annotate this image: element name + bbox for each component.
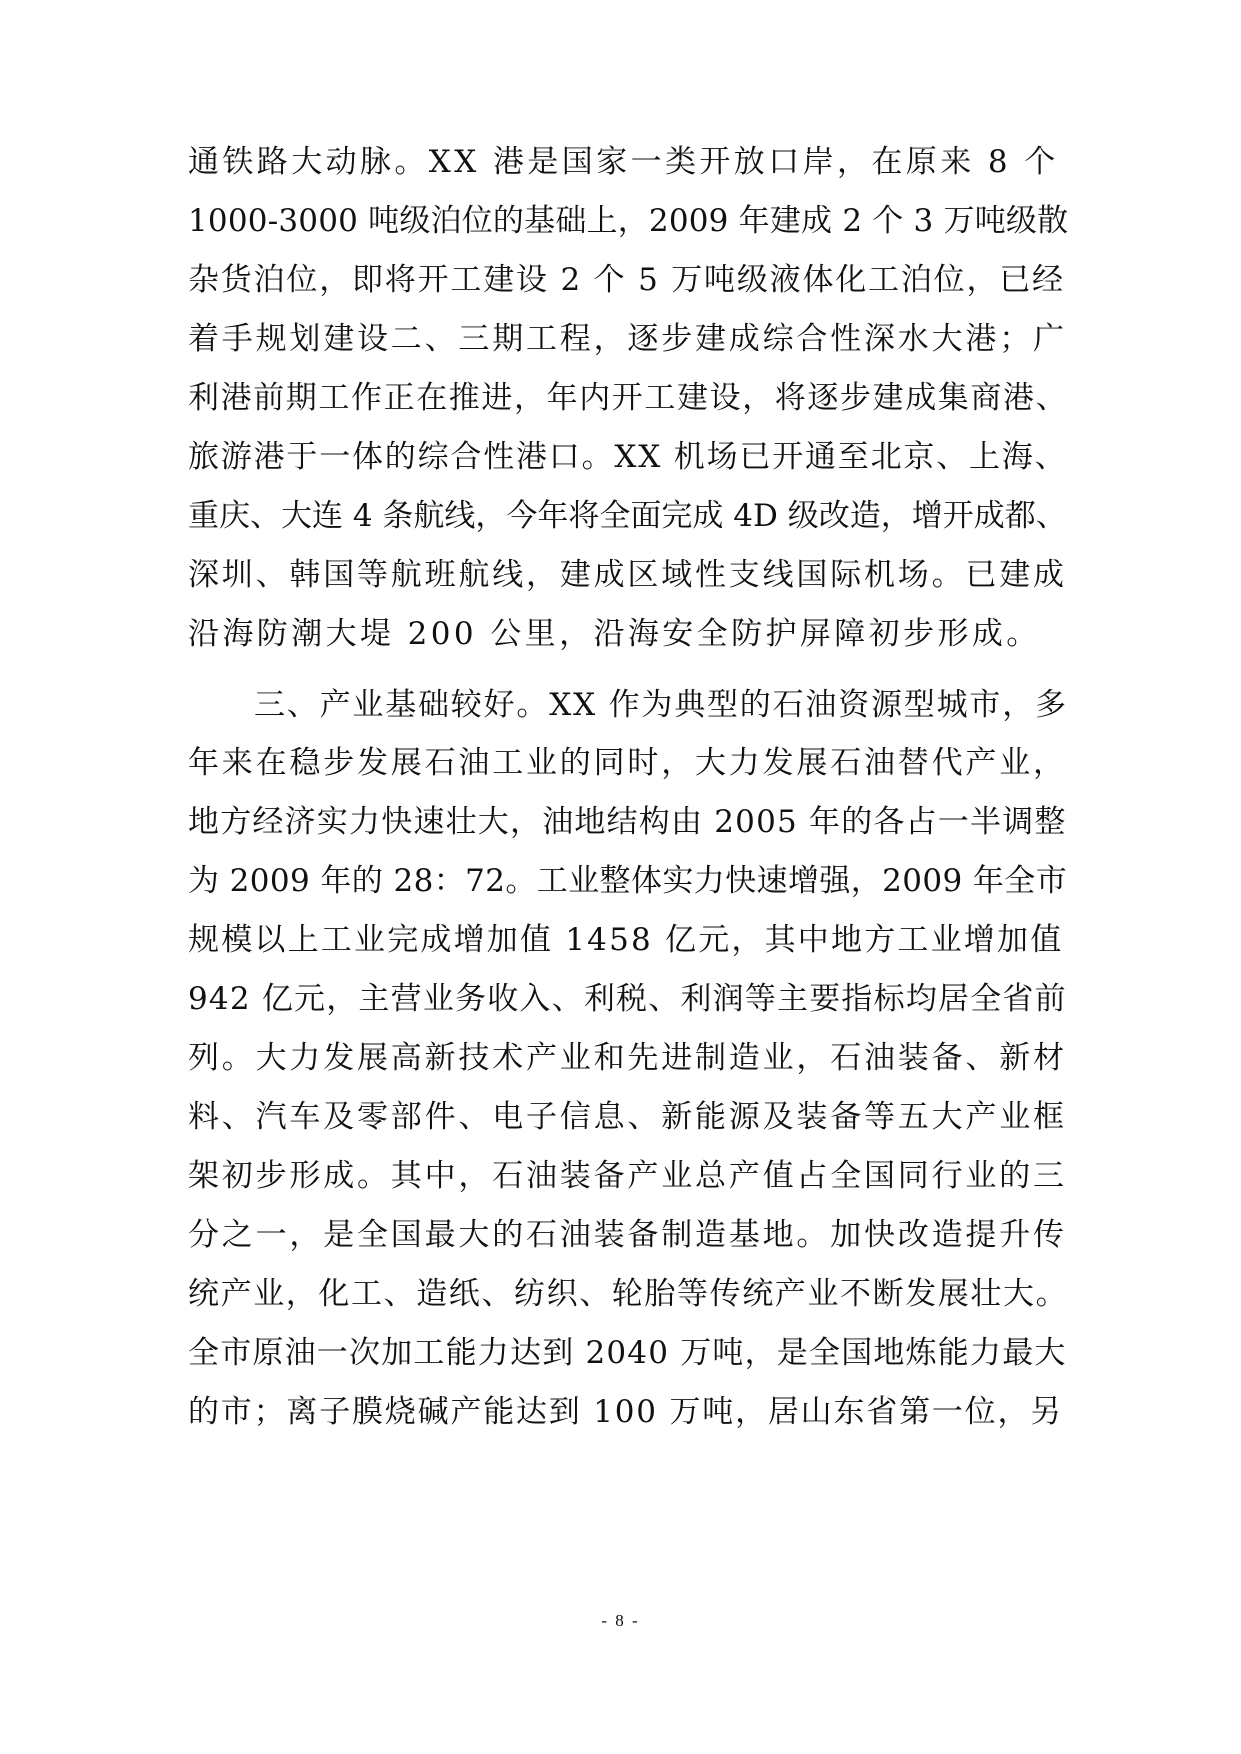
paragraph-2-line-6: 942 亿元，主营业务收入、利税、利润等主要指标均居全省前 xyxy=(188,981,1067,1017)
paragraph-1-line-1: 通铁路大动脉。XX 港是国家一类开放口岸，在原来 8 个 xyxy=(188,144,1059,180)
paragraph-2-line-5: 规模以上工业完成增加值 1458 亿元，其中地方工业增加值 xyxy=(188,922,1064,958)
paragraph-2-line-4: 为 2009 年的 28：72。工业整体实力快速增强，2009 年全市 xyxy=(188,863,1068,899)
paragraph-2-line-10: 分之一，是全国最大的石油装备制造基地。加快改造提升传 xyxy=(188,1217,1067,1253)
paragraph-1-line-6: 旅游港于一体的综合性港口。XX 机场已开通至北京、上海、 xyxy=(188,439,1068,475)
paragraph-1-line-5: 利港前期工作正在推进，年内开工建设，将逐步建成集商港、 xyxy=(188,380,1069,416)
paragraph-2-line-12: 全市原油一次加工能力达到 2040 万吨，是全国地炼能力最大 xyxy=(188,1335,1067,1371)
paragraph-2-line-8: 料、汽车及零部件、电子信息、新能源及装备等五大产业框 xyxy=(188,1099,1067,1135)
paragraph-1-line-3: 杂货泊位，即将开工建设 2 个 5 万吨级液体化工泊位，已经 xyxy=(188,262,1065,298)
paragraph-1-line-8: 深圳、韩国等航班航线，建成区域性支线国际机场。已建成 xyxy=(188,557,1067,593)
paragraph-1-line-4: 着手规划建设二、三期工程，逐步建成综合性深水大港；广 xyxy=(188,321,1067,357)
paragraph-2-line-1: 三、产业基础较好。XX 作为典型的石油资源型城市，多 xyxy=(254,687,1068,723)
paragraph-2-line-13: 的市；离子膜烧碱产能达到 100 万吨，居山东省第一位，另 xyxy=(188,1394,1064,1430)
paragraph-1-line-9: 沿海防潮大堤 200 公里，沿海安全防护屏障初步形成。 xyxy=(188,616,1041,652)
paragraph-2-line-7: 列。大力发展高新技术产业和先进制造业，石油装备、新材 xyxy=(188,1040,1067,1076)
paragraph-2-line-3: 地方经济实力快速壮大，油地结构由 2005 年的各占一半调整 xyxy=(188,804,1067,840)
paragraph-2-line-11: 统产业，化工、造纸、纺织、轮胎等传统产业不断发展壮大。 xyxy=(188,1276,1069,1312)
page-number: - 8 - xyxy=(601,1611,640,1630)
paragraph-2-line-2: 年来在稳步发展石油工业的同时，大力发展石油替代产业， xyxy=(188,745,1067,781)
paragraph-2-line-9: 架初步形成。其中，石油装备产业总产值占全国同行业的三 xyxy=(188,1158,1067,1194)
paragraph-1-line-2: 1000-3000 吨级泊位的基础上，2009 年建成 2 个 3 万吨级散 xyxy=(188,203,1069,239)
paragraph-1-line-7: 重庆、大连 4 条航线，今年将全面完成 4D 级改造，增开成都、 xyxy=(188,498,1067,534)
